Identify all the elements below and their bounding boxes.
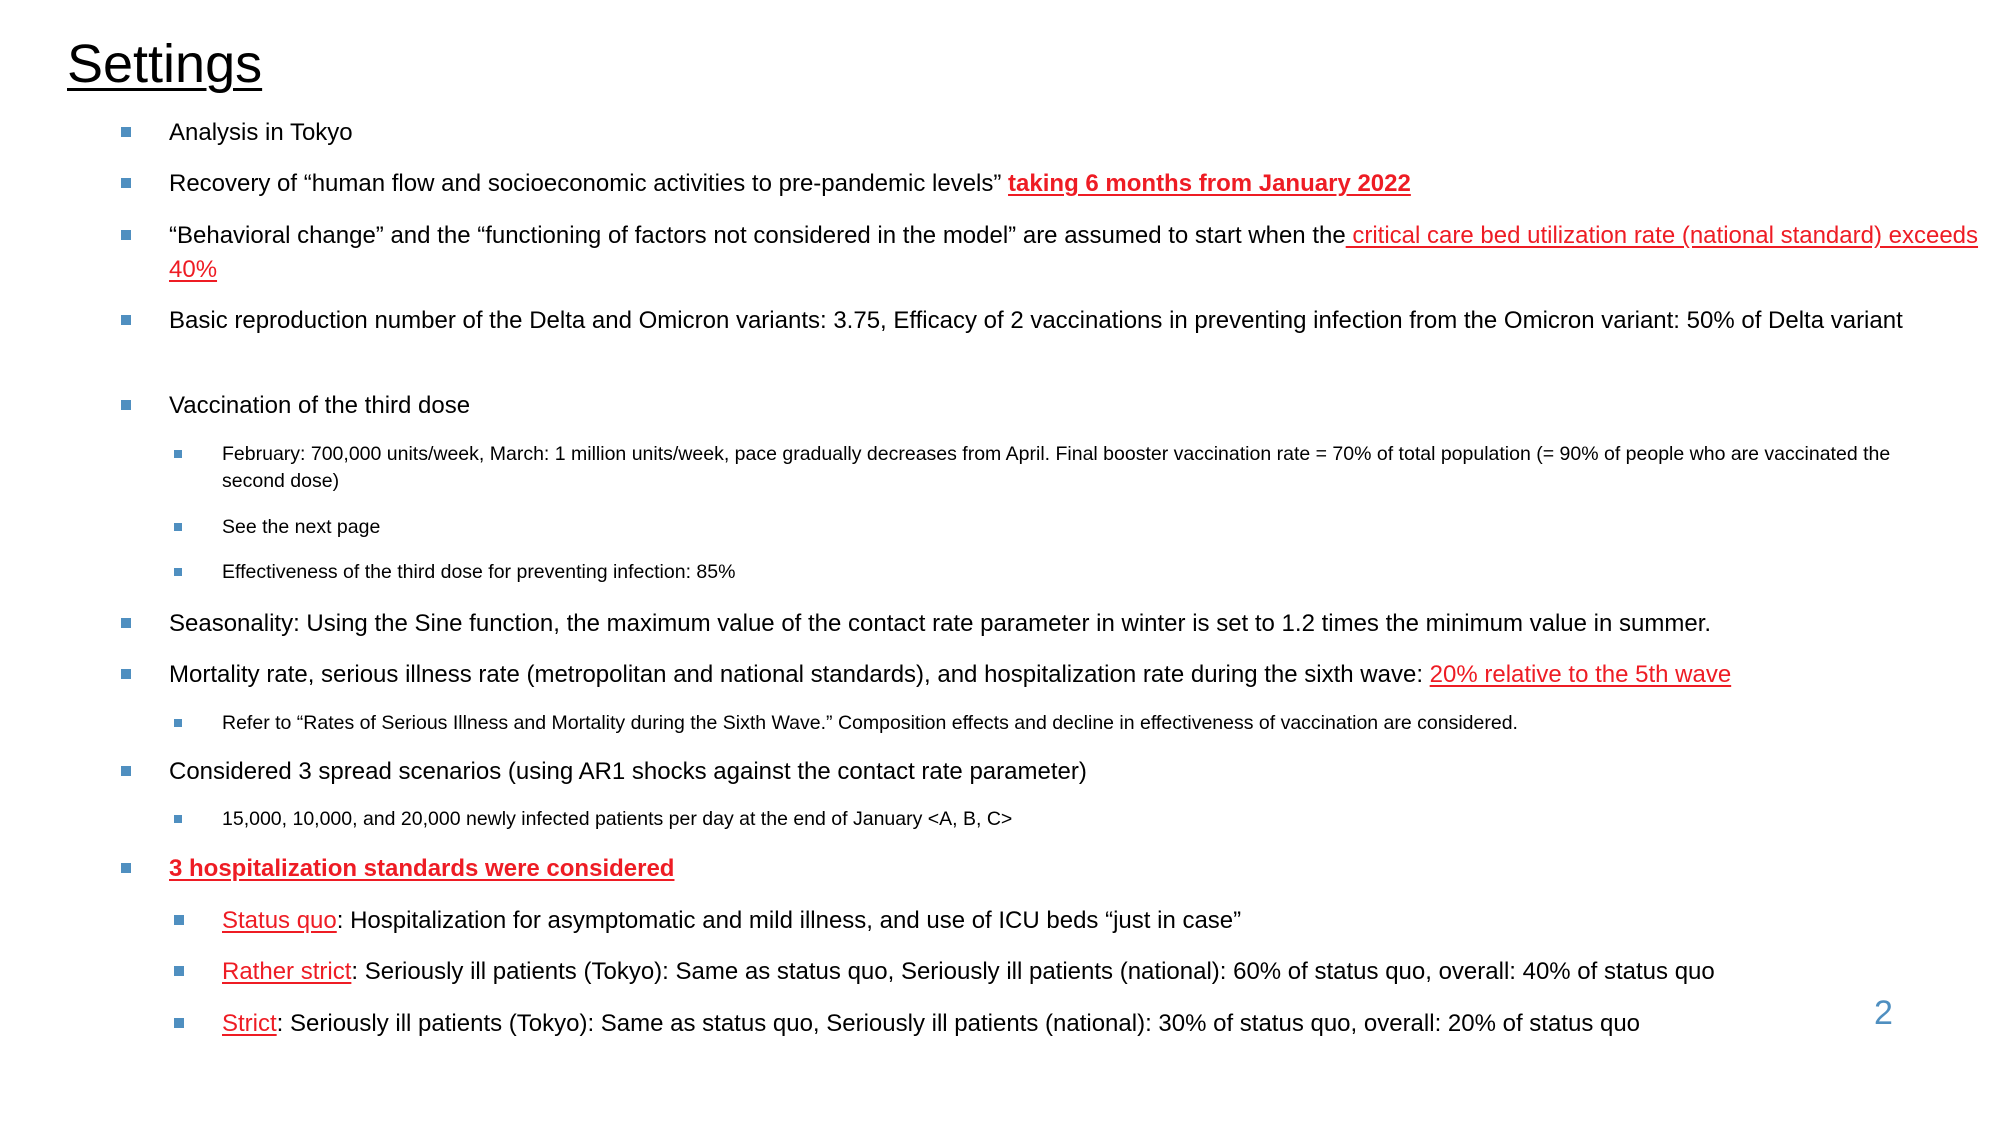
square-bullet-icon bbox=[174, 966, 184, 976]
sub-bullet-strict bbox=[222, 1007, 1942, 1041]
highlight-text: Rather strict bbox=[222, 958, 352, 985]
square-bullet-icon bbox=[174, 1018, 184, 1028]
square-bullet-icon bbox=[121, 766, 131, 776]
bullet-text: : Hospitalization for asymptomatic and mild illness, and use of ICU beds “just in case” bbox=[336, 907, 1242, 934]
bullet-behavioral-change bbox=[169, 219, 1984, 287]
square-bullet-icon bbox=[174, 915, 184, 925]
square-bullet-icon bbox=[174, 568, 182, 576]
highlight-text: Strict bbox=[222, 1010, 277, 1037]
square-bullet-icon bbox=[121, 127, 131, 137]
square-bullet-icon bbox=[121, 400, 131, 410]
highlight-text: 20% relative to the 5th wave bbox=[1429, 661, 1732, 688]
sub-bullet-vaccination-pace bbox=[222, 441, 1942, 495]
bullet-text: : Seriously ill patients (Tokyo): Same as status quo, Seriously ill patients (national): 30% of status quo, overall: 20% of status quo bbox=[276, 1010, 1641, 1037]
square-bullet-icon bbox=[174, 523, 182, 531]
square-bullet-icon bbox=[174, 719, 182, 727]
sub-bullet-third-dose-effect bbox=[222, 559, 1942, 586]
sub-bullet-mortality-reference bbox=[222, 710, 1942, 737]
bullet-text: “Behavioral change” and the “functioning of factors not considered in the model” are assumed to start when the bbox=[169, 222, 1346, 249]
bullet-spread-scenarios bbox=[169, 755, 1984, 789]
bullet-text: Effectiveness of the third dose for preventing infection: 85% bbox=[222, 561, 736, 583]
highlight-text: 3 hospitalization standards were considered bbox=[169, 855, 675, 882]
sub-bullet-rather-strict bbox=[222, 955, 1942, 989]
highlight-text: critical care bed utilization rate (national standard) exceeds 40% bbox=[169, 222, 1979, 283]
bullet-text: Analysis in Tokyo bbox=[169, 119, 353, 146]
bullet-text: Seasonality: Using the Sine function, the maximum value of the contact rate parameter in winter is set to 1.2 times the minimum value in summer. bbox=[169, 610, 1712, 637]
highlight-text: taking 6 months from January 2022 bbox=[1008, 170, 1411, 197]
square-bullet-icon bbox=[121, 863, 131, 873]
square-bullet-icon bbox=[121, 618, 131, 628]
square-bullet-icon bbox=[121, 230, 131, 240]
bullet-analysis bbox=[169, 116, 1984, 150]
sub-bullet-next-page bbox=[222, 514, 1942, 541]
bullet-text: Basic reproduction number of the Delta and Omicron variants: 3.75, Efficacy of 2 vaccinations in preventing infection from the Omicron variant: 50% of Delta variant bbox=[169, 307, 1903, 334]
bullet-vaccination bbox=[169, 389, 1984, 423]
bullet-text: Considered 3 spread scenarios (using AR1 shocks against the contact rate parameter) bbox=[169, 758, 1087, 785]
bullet-text: 15,000, 10,000, and 20,000 newly infected patients per day at the end of January <A, B, C> bbox=[222, 808, 1013, 830]
bullet-text: Mortality rate, serious illness rate (metropolitan and national standards), and hospitalization rate during the sixth wave: bbox=[169, 661, 1430, 688]
bullet-text: Vaccination of the third dose bbox=[169, 392, 471, 419]
bullet-recovery bbox=[169, 167, 1984, 201]
square-bullet-icon bbox=[174, 450, 182, 458]
square-bullet-icon bbox=[121, 315, 131, 325]
square-bullet-icon bbox=[121, 669, 131, 679]
bullet-seasonality bbox=[169, 607, 1984, 641]
bullet-hospitalization-standards bbox=[169, 852, 1984, 886]
page-number: 2 bbox=[1874, 994, 1893, 1032]
bullet-text: February: 700,000 units/week, March: 1 million units/week, pace gradually decreases from April. Final booster vaccination rate = 70% of total population (= 90% of people who are vaccinated the second dose) bbox=[222, 443, 1891, 492]
bullet-reproduction-number bbox=[169, 304, 1984, 338]
sub-bullet-scenarios-detail bbox=[222, 806, 1942, 833]
slide-title: Settings bbox=[67, 34, 263, 94]
bullet-text: See the next page bbox=[222, 516, 381, 538]
bullet-mortality-rate bbox=[169, 658, 1984, 692]
bullet-text: : Seriously ill patients (Tokyo): Same as status quo, Seriously ill patients (national): 60% of status quo, overall: 40% of status quo bbox=[351, 958, 1715, 985]
bullet-text: Recovery of “human flow and socioeconomic activities to pre-pandemic levels” bbox=[169, 170, 1009, 197]
bullet-text: Refer to “Rates of Serious Illness and Mortality during the Sixth Wave.” Composition effects and decline in effectiveness of vaccination are considered. bbox=[222, 712, 1518, 734]
square-bullet-icon bbox=[174, 815, 182, 823]
highlight-text: Status quo bbox=[222, 907, 337, 934]
sub-bullet-status-quo bbox=[222, 904, 1942, 938]
square-bullet-icon bbox=[121, 178, 131, 188]
